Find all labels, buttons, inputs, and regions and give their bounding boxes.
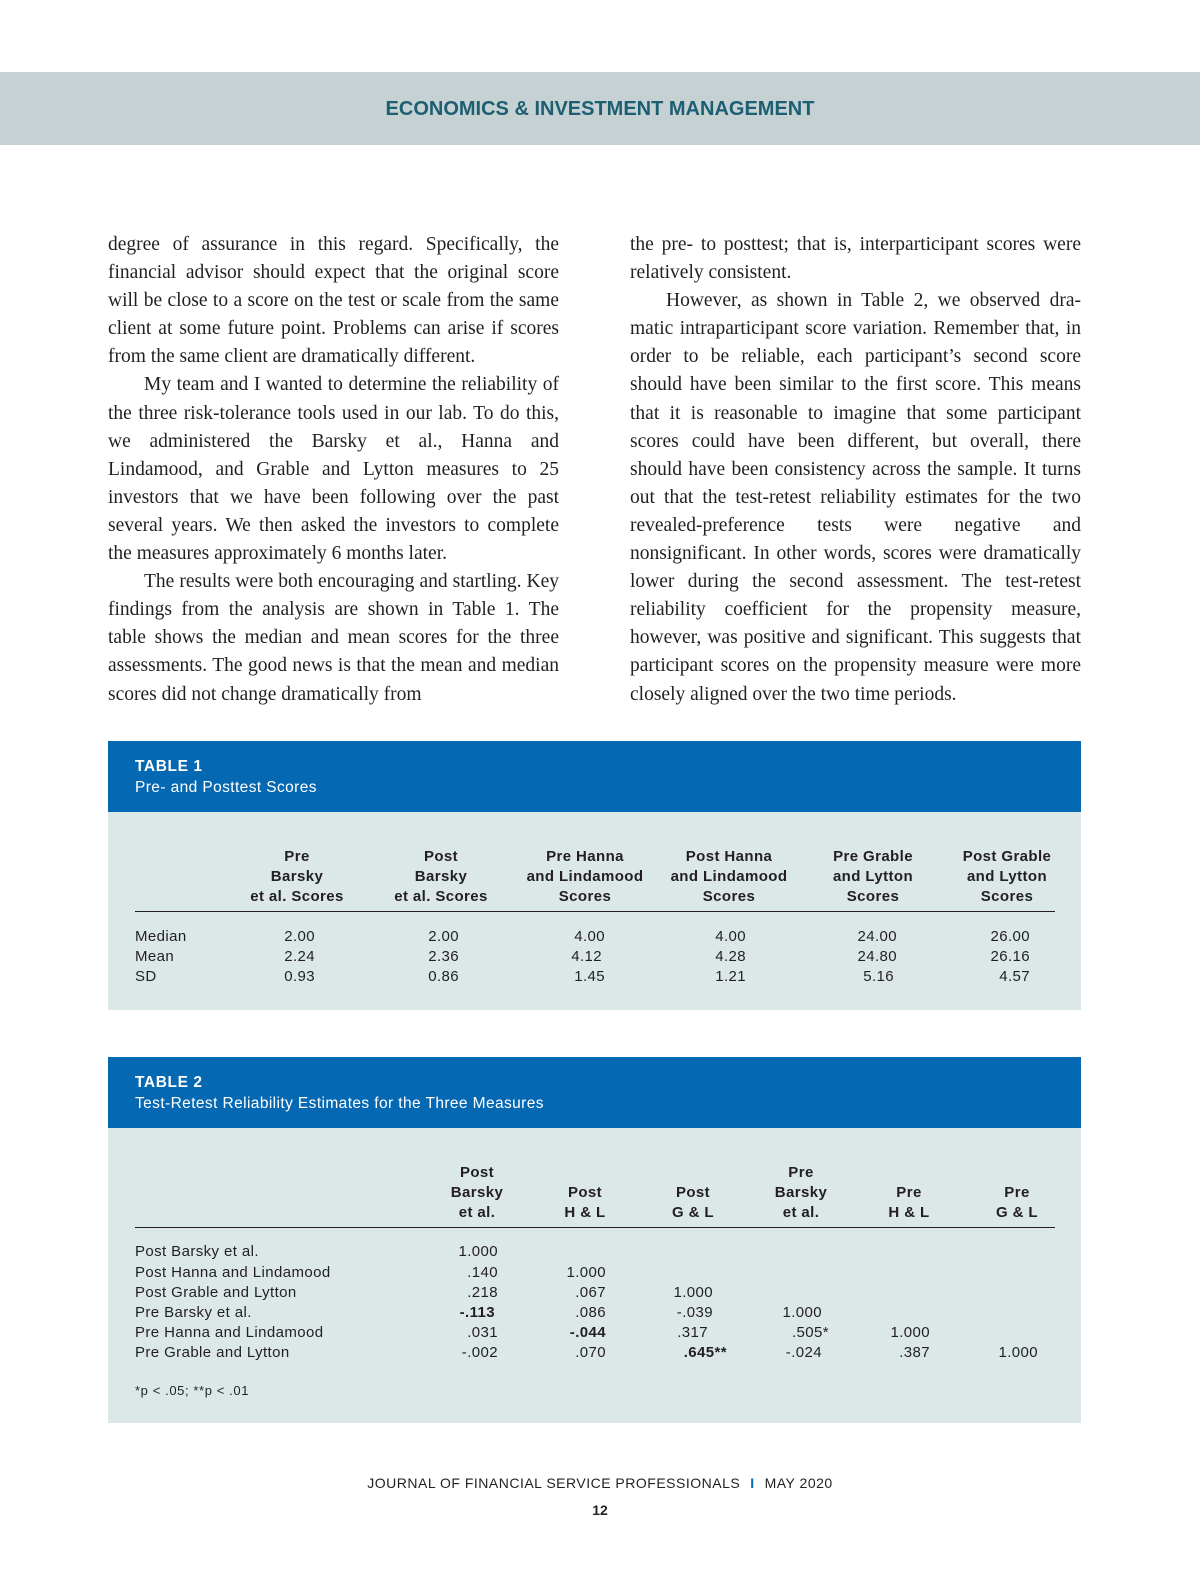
paragraph: The results were both encouraging and startling. Key findings from the analysis are shown in Table 1. The table shows the median and mean scores for the three assessments. The good news is that the mean and median scores did not change dramatically from: [108, 571, 559, 705]
body-column-right: [630, 231, 1081, 709]
table1-cell: 24.80: [857, 948, 897, 965]
page-number: 12: [592, 1502, 608, 1518]
table2-cell: 1.000: [890, 1324, 930, 1341]
table2-cell: -.113: [459, 1304, 495, 1321]
table2-column-header: Post H & L: [564, 1184, 606, 1221]
table2-cell: -.002: [461, 1344, 498, 1361]
table1-cell: 4.57: [999, 968, 1030, 985]
issue-date: MAY 2020: [764, 1475, 833, 1491]
body-column-left: [108, 231, 559, 709]
table2-cell: 1.000: [782, 1304, 822, 1321]
table2-cell: 1.000: [673, 1284, 713, 1301]
table2-column-header: Pre H & L: [888, 1184, 930, 1221]
table1-column-header: Pre Barsky et al. Scores: [250, 848, 344, 905]
paragraph: My team and I wanted to determine the reliability of the three risk-tolerance tools used in our lab. To do this, we administered the Barsky et al., Hanna and Lindamood, and Grable and Lytton measures to 25 investors that we have been following over the past several years. We then asked the investors to complete the measures approximately 6 months later.: [108, 374, 559, 565]
table2-caption: Test-Retest Reliability Estimates for the Three Measures: [135, 1095, 544, 1112]
table2-cell: 1.000: [566, 1264, 606, 1281]
table2-column-header: Pre Barsky et al.: [774, 1164, 828, 1221]
table2-cell: .645**: [683, 1344, 727, 1361]
table1-cell: 2.00: [428, 928, 459, 945]
table2-cell: -.024: [785, 1344, 822, 1361]
table2-cell: 1.000: [998, 1344, 1038, 1361]
table1-cell: 1.45: [574, 968, 605, 985]
table2-row-label: Pre Grable and Lytton: [135, 1344, 290, 1361]
table1-cell: 26.16: [990, 948, 1030, 965]
table1-column-header: Pre Hanna and Lindamood Scores: [526, 848, 644, 905]
table1-column-header: Post Grable and Lytton Scores: [962, 848, 1052, 905]
table1-cell: 4.00: [574, 928, 605, 945]
table1-cell: 4.28: [715, 948, 746, 965]
table1-column-header: Post Hanna and Lindamood Scores: [670, 848, 788, 905]
table1-cell: 1.21: [715, 968, 746, 985]
table1-cell: 5.16: [863, 968, 894, 985]
table2-row-label: Post Grable and Lytton: [135, 1284, 297, 1301]
journal-footer: [0, 1475, 1200, 1491]
table1-cell: 2.00: [284, 928, 315, 945]
table1-cell: 2.24: [284, 948, 315, 965]
table2-column-header: Post Barsky et al.: [450, 1164, 504, 1221]
table2-cell: .387: [899, 1344, 930, 1361]
table1-cell: 26.00: [990, 928, 1030, 945]
table2-header: [108, 1057, 1081, 1128]
table2-cell: .505*: [791, 1324, 829, 1341]
table2-cell: .067: [575, 1284, 606, 1301]
table1-column-header: Pre Grable and Lytton Scores: [832, 848, 914, 905]
table2-cell: .086: [575, 1304, 606, 1321]
table2-cell: .218: [467, 1284, 498, 1301]
table2-number: TABLE 2: [135, 1074, 203, 1091]
table2-cell: -.044: [569, 1324, 606, 1341]
table2-row-label: Post Barsky et al.: [135, 1243, 259, 1260]
journal-name: JOURNAL OF FINANCIAL SERVICE PROFESSIONALS: [367, 1475, 741, 1491]
table1-row-label: Median: [135, 928, 187, 945]
table1-rule: [135, 911, 1055, 912]
paragraph: the pre- to posttest; that is, interparticipant scores were relatively consistent.: [630, 234, 1081, 284]
table2-row-label: Pre Hanna and Lindamood: [135, 1324, 324, 1341]
table1-body: [108, 812, 1081, 1010]
table1-row-label: Mean: [135, 948, 175, 965]
table1-caption: Pre- and Posttest Scores: [135, 779, 317, 796]
table2-cell: .031: [467, 1324, 498, 1341]
table2-cell: .070: [575, 1344, 606, 1361]
table1-column-header: Post Barsky et al. Scores: [394, 848, 488, 905]
table1-header: [108, 741, 1081, 812]
table1-cell: 0.93: [284, 968, 315, 985]
table2-cell: .140: [467, 1264, 498, 1281]
table2-row-label: Pre Barsky et al.: [135, 1304, 252, 1321]
table2-body: [108, 1128, 1081, 1423]
paragraph: degree of assurance in this regard. Specifically, the financial advisor should expect that the original score will be close to a score on the test or scale from the same client at some future point. Problems can arise if scores from the same client are dramatically different.: [108, 234, 559, 368]
table1-cell: 4.00: [715, 928, 746, 945]
table1-cell: 0.86: [428, 968, 459, 985]
table1-row-label: SD: [135, 968, 157, 985]
table2-cell: -.039: [676, 1304, 713, 1321]
section-title: ECONOMICS & INVESTMENT MANAGEMENT: [385, 98, 815, 120]
footer-separator: I: [750, 1475, 755, 1491]
table1-number: TABLE 1: [135, 758, 203, 775]
table1-cell: 4.12: [571, 948, 602, 965]
table2-rule: [135, 1227, 1055, 1228]
table1-cell: 24.00: [857, 928, 897, 945]
table2-row-label: Post Hanna and Lindamood: [135, 1264, 331, 1281]
paragraph: However, as shown in Table 2, we observed dramatic intraparticipant score variation. Remember that, in order to be reliable, each participant’s second score should have been similar to the first score. This means that it is reasonable to imagine that some participant scores could have been different, but overall, there should have been consistency across the sample. It turns out that the test-retest reliability estimates for the two revealed-preference tests were negative and nonsignificant. In other words, scores were dramatically lower during the second assessment. The test-retest reliability coefficient for the propensity measure, however, was positive and significant. This suggests that participant scores on the propensity measure were more closely aligned over the two time periods.: [630, 290, 1081, 705]
table2-cell: 1.000: [458, 1243, 498, 1260]
table2-column-header: Pre G & L: [996, 1184, 1038, 1221]
table2-cell: .317: [677, 1324, 708, 1341]
table1-cell: 2.36: [428, 948, 459, 965]
table2-footnote: *p < .05; **p < .01: [135, 1383, 250, 1398]
table2-column-header: Post G & L: [672, 1184, 714, 1221]
